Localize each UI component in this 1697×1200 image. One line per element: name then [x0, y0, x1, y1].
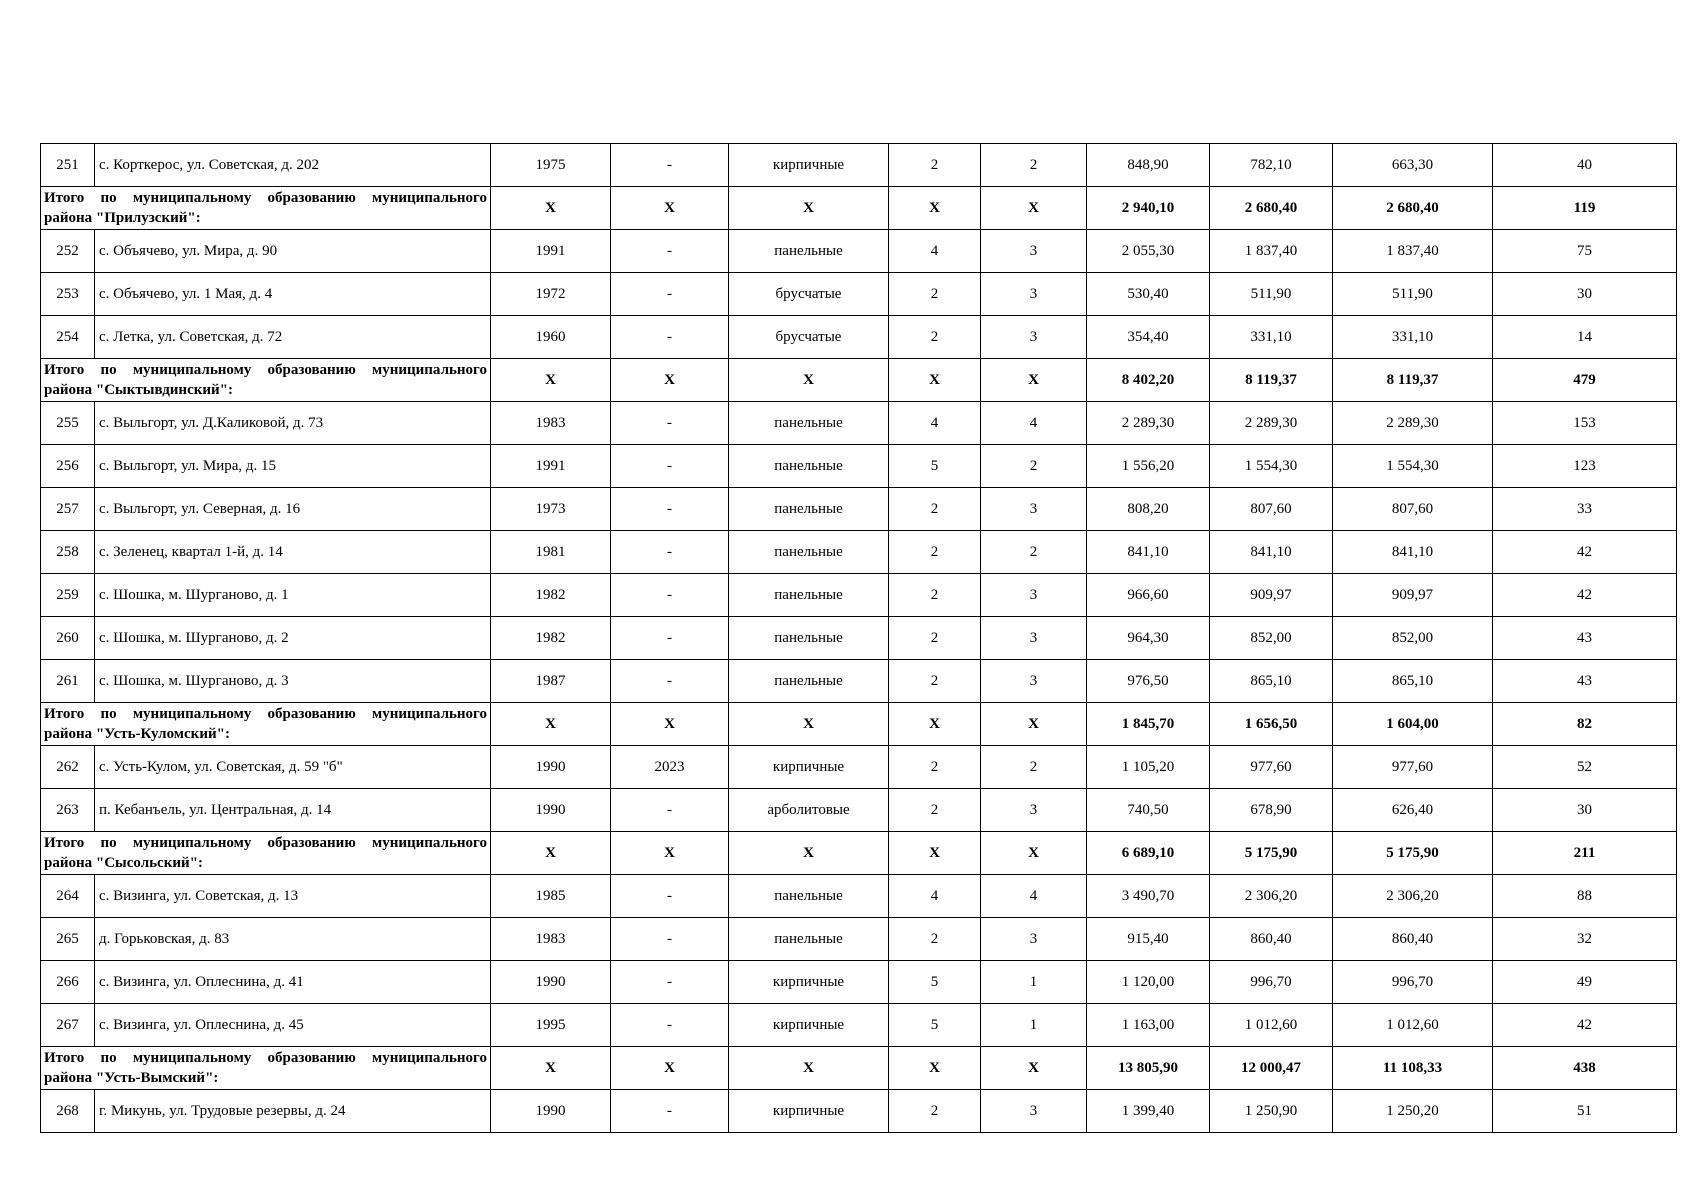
area-res-cell: 1 837,40 — [1333, 230, 1493, 273]
year-cell: 1983 — [491, 402, 611, 445]
year-cell: 1983 — [491, 918, 611, 961]
material-cell: панельные — [729, 402, 889, 445]
area-res-cell: 865,10 — [1333, 660, 1493, 703]
area-total-cell: 13 805,90 — [1087, 1047, 1210, 1090]
residents-cell: 42 — [1493, 574, 1677, 617]
area-living-cell: 841,10 — [1210, 531, 1333, 574]
residents-cell: 438 — [1493, 1047, 1677, 1090]
year-cell: 1975 — [491, 144, 611, 187]
material-cell: X — [729, 187, 889, 230]
table-row — [41, 445, 1677, 488]
row-number: 260 — [41, 617, 95, 660]
area-living-cell: 1 012,60 — [1210, 1004, 1333, 1047]
table-row — [41, 1004, 1677, 1047]
row-number: 254 — [41, 316, 95, 359]
repair-cell: - — [611, 445, 729, 488]
year-cell: X — [491, 1047, 611, 1090]
area-res-cell: 663,30 — [1333, 144, 1493, 187]
table-row — [41, 488, 1677, 531]
area-total-cell: 3 490,70 — [1087, 875, 1210, 918]
area-living-cell: 12 000,47 — [1210, 1047, 1333, 1090]
area-living-cell: 2 289,30 — [1210, 402, 1333, 445]
residents-cell: 479 — [1493, 359, 1677, 402]
entrances-cell: X — [981, 1047, 1087, 1090]
area-res-cell: 331,10 — [1333, 316, 1493, 359]
total-label: Итого по муниципальному образованию муниципального района "Усть-Вымский": — [41, 1047, 491, 1090]
area-total-cell: 1 120,00 — [1087, 961, 1210, 1004]
area-living-cell: 996,70 — [1210, 961, 1333, 1004]
address-cell: г. Микунь, ул. Трудовые резервы, д. 24 — [95, 1090, 491, 1133]
area-living-cell: 860,40 — [1210, 918, 1333, 961]
address-cell: с. Корткерос, ул. Советская, д. 202 — [95, 144, 491, 187]
area-res-cell: 2 306,20 — [1333, 875, 1493, 918]
address-cell: с. Визинга, ул. Оплеснина, д. 41 — [95, 961, 491, 1004]
repair-cell: - — [611, 273, 729, 316]
total-row — [41, 187, 1677, 230]
row-number: 265 — [41, 918, 95, 961]
year-cell: 1982 — [491, 617, 611, 660]
address-cell: с. Летка, ул. Советская, д. 72 — [95, 316, 491, 359]
entrances-cell: 3 — [981, 1090, 1087, 1133]
row-number: 256 — [41, 445, 95, 488]
residents-cell: 42 — [1493, 531, 1677, 574]
year-cell: 1972 — [491, 273, 611, 316]
year-cell: X — [491, 359, 611, 402]
area-res-cell: 860,40 — [1333, 918, 1493, 961]
area-living-cell: 8 119,37 — [1210, 359, 1333, 402]
area-total-cell: 1 163,00 — [1087, 1004, 1210, 1047]
area-living-cell: 5 175,90 — [1210, 832, 1333, 875]
entrances-cell: 3 — [981, 918, 1087, 961]
residents-cell: 43 — [1493, 617, 1677, 660]
floors-cell: 5 — [889, 961, 981, 1004]
repair-cell: - — [611, 789, 729, 832]
entrances-cell: 2 — [981, 445, 1087, 488]
area-total-cell: 6 689,10 — [1087, 832, 1210, 875]
address-cell: д. Горьковская, д. 83 — [95, 918, 491, 961]
floors-cell: 2 — [889, 1090, 981, 1133]
material-cell: арболитовые — [729, 789, 889, 832]
residents-cell: 52 — [1493, 746, 1677, 789]
year-cell: X — [491, 187, 611, 230]
material-cell: панельные — [729, 230, 889, 273]
row-number: 253 — [41, 273, 95, 316]
table-row — [41, 918, 1677, 961]
material-cell: X — [729, 832, 889, 875]
floors-cell: 2 — [889, 746, 981, 789]
material-cell: X — [729, 703, 889, 746]
table-row — [41, 316, 1677, 359]
year-cell: 1960 — [491, 316, 611, 359]
material-cell: панельные — [729, 445, 889, 488]
year-cell: 1991 — [491, 230, 611, 273]
row-number: 264 — [41, 875, 95, 918]
residents-cell: 119 — [1493, 187, 1677, 230]
table-row — [41, 789, 1677, 832]
entrances-cell: X — [981, 187, 1087, 230]
table-row — [41, 660, 1677, 703]
year-cell: 1995 — [491, 1004, 611, 1047]
year-cell: 1982 — [491, 574, 611, 617]
material-cell: X — [729, 1047, 889, 1090]
area-res-cell: 626,40 — [1333, 789, 1493, 832]
row-number: 268 — [41, 1090, 95, 1133]
area-res-cell: 807,60 — [1333, 488, 1493, 531]
table-row — [41, 961, 1677, 1004]
repair-cell: - — [611, 316, 729, 359]
area-living-cell: 511,90 — [1210, 273, 1333, 316]
year-cell: X — [491, 832, 611, 875]
residents-cell: 123 — [1493, 445, 1677, 488]
area-res-cell: 996,70 — [1333, 961, 1493, 1004]
year-cell: 1990 — [491, 961, 611, 1004]
table-row — [41, 144, 1677, 187]
year-cell: 1973 — [491, 488, 611, 531]
repair-cell: X — [611, 1047, 729, 1090]
material-cell: панельные — [729, 574, 889, 617]
total-row — [41, 703, 1677, 746]
residents-cell: 51 — [1493, 1090, 1677, 1133]
total-label: Итого по муниципальному образованию муниципального района "Усть-Куломский": — [41, 703, 491, 746]
total-label: Итого по муниципальному образованию муниципального района "Прилузский": — [41, 187, 491, 230]
address-cell: с. Объячево, ул. Мира, д. 90 — [95, 230, 491, 273]
entrances-cell: 4 — [981, 402, 1087, 445]
residents-cell: 33 — [1493, 488, 1677, 531]
area-res-cell: 2 680,40 — [1333, 187, 1493, 230]
floors-cell: X — [889, 832, 981, 875]
table-row — [41, 875, 1677, 918]
area-res-cell: 1 012,60 — [1333, 1004, 1493, 1047]
year-cell: 1985 — [491, 875, 611, 918]
residents-cell: 30 — [1493, 789, 1677, 832]
area-total-cell: 1 556,20 — [1087, 445, 1210, 488]
area-living-cell: 1 837,40 — [1210, 230, 1333, 273]
address-cell: с. Выльгорт, ул. Д.Каликовой, д. 73 — [95, 402, 491, 445]
entrances-cell: 2 — [981, 531, 1087, 574]
area-living-cell: 807,60 — [1210, 488, 1333, 531]
entrances-cell: 3 — [981, 230, 1087, 273]
area-total-cell: 1 845,70 — [1087, 703, 1210, 746]
table-body — [41, 144, 1677, 1133]
floors-cell: 2 — [889, 617, 981, 660]
entrances-cell: 3 — [981, 488, 1087, 531]
area-total-cell: 848,90 — [1087, 144, 1210, 187]
area-total-cell: 2 055,30 — [1087, 230, 1210, 273]
year-cell: 1987 — [491, 660, 611, 703]
area-total-cell: 966,60 — [1087, 574, 1210, 617]
table-row — [41, 230, 1677, 273]
entrances-cell: X — [981, 703, 1087, 746]
address-cell: с. Зеленец, квартал 1-й, д. 14 — [95, 531, 491, 574]
entrances-cell: 4 — [981, 875, 1087, 918]
table-row — [41, 531, 1677, 574]
area-total-cell: 1 399,40 — [1087, 1090, 1210, 1133]
area-living-cell: 852,00 — [1210, 617, 1333, 660]
repair-cell: - — [611, 961, 729, 1004]
floors-cell: 5 — [889, 1004, 981, 1047]
area-total-cell: 808,20 — [1087, 488, 1210, 531]
area-total-cell: 2 940,10 — [1087, 187, 1210, 230]
material-cell: кирпичные — [729, 961, 889, 1004]
residents-cell: 40 — [1493, 144, 1677, 187]
year-cell: X — [491, 703, 611, 746]
residents-cell: 211 — [1493, 832, 1677, 875]
total-label: Итого по муниципальному образованию муниципального района "Сысольский": — [41, 832, 491, 875]
year-cell: 1990 — [491, 746, 611, 789]
area-living-cell: 2 680,40 — [1210, 187, 1333, 230]
address-cell: с. Выльгорт, ул. Мира, д. 15 — [95, 445, 491, 488]
area-living-cell: 1 656,50 — [1210, 703, 1333, 746]
year-cell: 1990 — [491, 1090, 611, 1133]
area-total-cell: 915,40 — [1087, 918, 1210, 961]
repair-cell: - — [611, 875, 729, 918]
material-cell: кирпичные — [729, 144, 889, 187]
row-number: 261 — [41, 660, 95, 703]
floors-cell: 2 — [889, 316, 981, 359]
residents-cell: 153 — [1493, 402, 1677, 445]
row-number: 262 — [41, 746, 95, 789]
repair-cell: 2023 — [611, 746, 729, 789]
address-cell: с. Визинга, ул. Оплеснина, д. 45 — [95, 1004, 491, 1047]
floors-cell: 4 — [889, 230, 981, 273]
area-res-cell: 2 289,30 — [1333, 402, 1493, 445]
floors-cell: 2 — [889, 531, 981, 574]
entrances-cell: 2 — [981, 746, 1087, 789]
residents-cell: 49 — [1493, 961, 1677, 1004]
year-cell: 1981 — [491, 531, 611, 574]
area-res-cell: 852,00 — [1333, 617, 1493, 660]
address-cell: с. Усть-Кулом, ул. Советская, д. 59 "б" — [95, 746, 491, 789]
entrances-cell: 3 — [981, 617, 1087, 660]
material-cell: панельные — [729, 660, 889, 703]
entrances-cell: 3 — [981, 316, 1087, 359]
material-cell: панельные — [729, 617, 889, 660]
row-number: 251 — [41, 144, 95, 187]
area-res-cell: 841,10 — [1333, 531, 1493, 574]
area-res-cell: 511,90 — [1333, 273, 1493, 316]
area-total-cell: 976,50 — [1087, 660, 1210, 703]
residents-cell: 14 — [1493, 316, 1677, 359]
repair-cell: - — [611, 1090, 729, 1133]
repair-cell: - — [611, 660, 729, 703]
material-cell: X — [729, 359, 889, 402]
address-cell: с. Выльгорт, ул. Северная, д. 16 — [95, 488, 491, 531]
area-living-cell: 865,10 — [1210, 660, 1333, 703]
area-total-cell: 530,40 — [1087, 273, 1210, 316]
area-living-cell: 782,10 — [1210, 144, 1333, 187]
floors-cell: 2 — [889, 574, 981, 617]
row-number: 257 — [41, 488, 95, 531]
floors-cell: 2 — [889, 144, 981, 187]
material-cell: панельные — [729, 875, 889, 918]
residents-cell: 43 — [1493, 660, 1677, 703]
entrances-cell: 3 — [981, 789, 1087, 832]
repair-cell: - — [611, 1004, 729, 1047]
area-living-cell: 2 306,20 — [1210, 875, 1333, 918]
area-res-cell: 5 175,90 — [1333, 832, 1493, 875]
residents-cell: 42 — [1493, 1004, 1677, 1047]
table-row — [41, 617, 1677, 660]
area-total-cell: 740,50 — [1087, 789, 1210, 832]
residents-cell: 30 — [1493, 273, 1677, 316]
entrances-cell: X — [981, 359, 1087, 402]
table-row — [41, 574, 1677, 617]
floors-cell: 4 — [889, 402, 981, 445]
repair-cell: - — [611, 531, 729, 574]
entrances-cell: 3 — [981, 574, 1087, 617]
material-cell: панельные — [729, 918, 889, 961]
area-res-cell: 11 108,33 — [1333, 1047, 1493, 1090]
area-res-cell: 1 604,00 — [1333, 703, 1493, 746]
row-number: 259 — [41, 574, 95, 617]
area-res-cell: 1 250,20 — [1333, 1090, 1493, 1133]
repair-cell: - — [611, 488, 729, 531]
repair-cell: X — [611, 832, 729, 875]
table-row — [41, 746, 1677, 789]
repair-cell: - — [611, 617, 729, 660]
year-cell: 1990 — [491, 789, 611, 832]
floors-cell: 4 — [889, 875, 981, 918]
housing-table — [40, 143, 1677, 1133]
address-cell: с. Шошка, м. Шурганово, д. 2 — [95, 617, 491, 660]
area-living-cell: 1 250,90 — [1210, 1090, 1333, 1133]
row-number: 258 — [41, 531, 95, 574]
area-total-cell: 8 402,20 — [1087, 359, 1210, 402]
repair-cell: - — [611, 402, 729, 445]
material-cell: кирпичные — [729, 746, 889, 789]
floors-cell: X — [889, 359, 981, 402]
area-res-cell: 909,97 — [1333, 574, 1493, 617]
table-row — [41, 1090, 1677, 1133]
row-number: 263 — [41, 789, 95, 832]
area-res-cell: 8 119,37 — [1333, 359, 1493, 402]
repair-cell: - — [611, 574, 729, 617]
floors-cell: X — [889, 703, 981, 746]
repair-cell: X — [611, 703, 729, 746]
row-number: 266 — [41, 961, 95, 1004]
total-label: Итого по муниципальному образованию муниципального района "Сыктывдинский": — [41, 359, 491, 402]
total-row — [41, 359, 1677, 402]
repair-cell: X — [611, 359, 729, 402]
table-row — [41, 273, 1677, 316]
address-cell: с. Шошка, м. Шурганово, д. 3 — [95, 660, 491, 703]
entrances-cell: X — [981, 832, 1087, 875]
repair-cell: - — [611, 144, 729, 187]
area-living-cell: 977,60 — [1210, 746, 1333, 789]
row-number: 255 — [41, 402, 95, 445]
residents-cell: 88 — [1493, 875, 1677, 918]
row-number: 267 — [41, 1004, 95, 1047]
residents-cell: 32 — [1493, 918, 1677, 961]
floors-cell: 2 — [889, 789, 981, 832]
material-cell: панельные — [729, 488, 889, 531]
area-total-cell: 354,40 — [1087, 316, 1210, 359]
entrances-cell: 2 — [981, 144, 1087, 187]
area-res-cell: 1 554,30 — [1333, 445, 1493, 488]
material-cell: брусчатые — [729, 316, 889, 359]
address-cell: с. Объячево, ул. 1 Мая, д. 4 — [95, 273, 491, 316]
area-total-cell: 1 105,20 — [1087, 746, 1210, 789]
floors-cell: 2 — [889, 273, 981, 316]
table-row — [41, 402, 1677, 445]
address-cell: с. Визинга, ул. Советская, д. 13 — [95, 875, 491, 918]
entrances-cell: 3 — [981, 660, 1087, 703]
area-total-cell: 2 289,30 — [1087, 402, 1210, 445]
floors-cell: X — [889, 1047, 981, 1090]
floors-cell: 2 — [889, 918, 981, 961]
residents-cell: 82 — [1493, 703, 1677, 746]
material-cell: кирпичные — [729, 1004, 889, 1047]
repair-cell: - — [611, 230, 729, 273]
repair-cell: X — [611, 187, 729, 230]
floors-cell: 2 — [889, 660, 981, 703]
area-living-cell: 909,97 — [1210, 574, 1333, 617]
area-total-cell: 964,30 — [1087, 617, 1210, 660]
material-cell: брусчатые — [729, 273, 889, 316]
residents-cell: 75 — [1493, 230, 1677, 273]
floors-cell: 5 — [889, 445, 981, 488]
area-res-cell: 977,60 — [1333, 746, 1493, 789]
floors-cell: 2 — [889, 488, 981, 531]
total-row — [41, 832, 1677, 875]
area-total-cell: 841,10 — [1087, 531, 1210, 574]
material-cell: панельные — [729, 531, 889, 574]
material-cell: кирпичные — [729, 1090, 889, 1133]
total-row — [41, 1047, 1677, 1090]
year-cell: 1991 — [491, 445, 611, 488]
entrances-cell: 1 — [981, 1004, 1087, 1047]
entrances-cell: 1 — [981, 961, 1087, 1004]
area-living-cell: 1 554,30 — [1210, 445, 1333, 488]
area-living-cell: 331,10 — [1210, 316, 1333, 359]
entrances-cell: 3 — [981, 273, 1087, 316]
row-number: 252 — [41, 230, 95, 273]
repair-cell: - — [611, 918, 729, 961]
address-cell: п. Кебанъель, ул. Центральная, д. 14 — [95, 789, 491, 832]
area-living-cell: 678,90 — [1210, 789, 1333, 832]
address-cell: с. Шошка, м. Шурганово, д. 1 — [95, 574, 491, 617]
floors-cell: X — [889, 187, 981, 230]
